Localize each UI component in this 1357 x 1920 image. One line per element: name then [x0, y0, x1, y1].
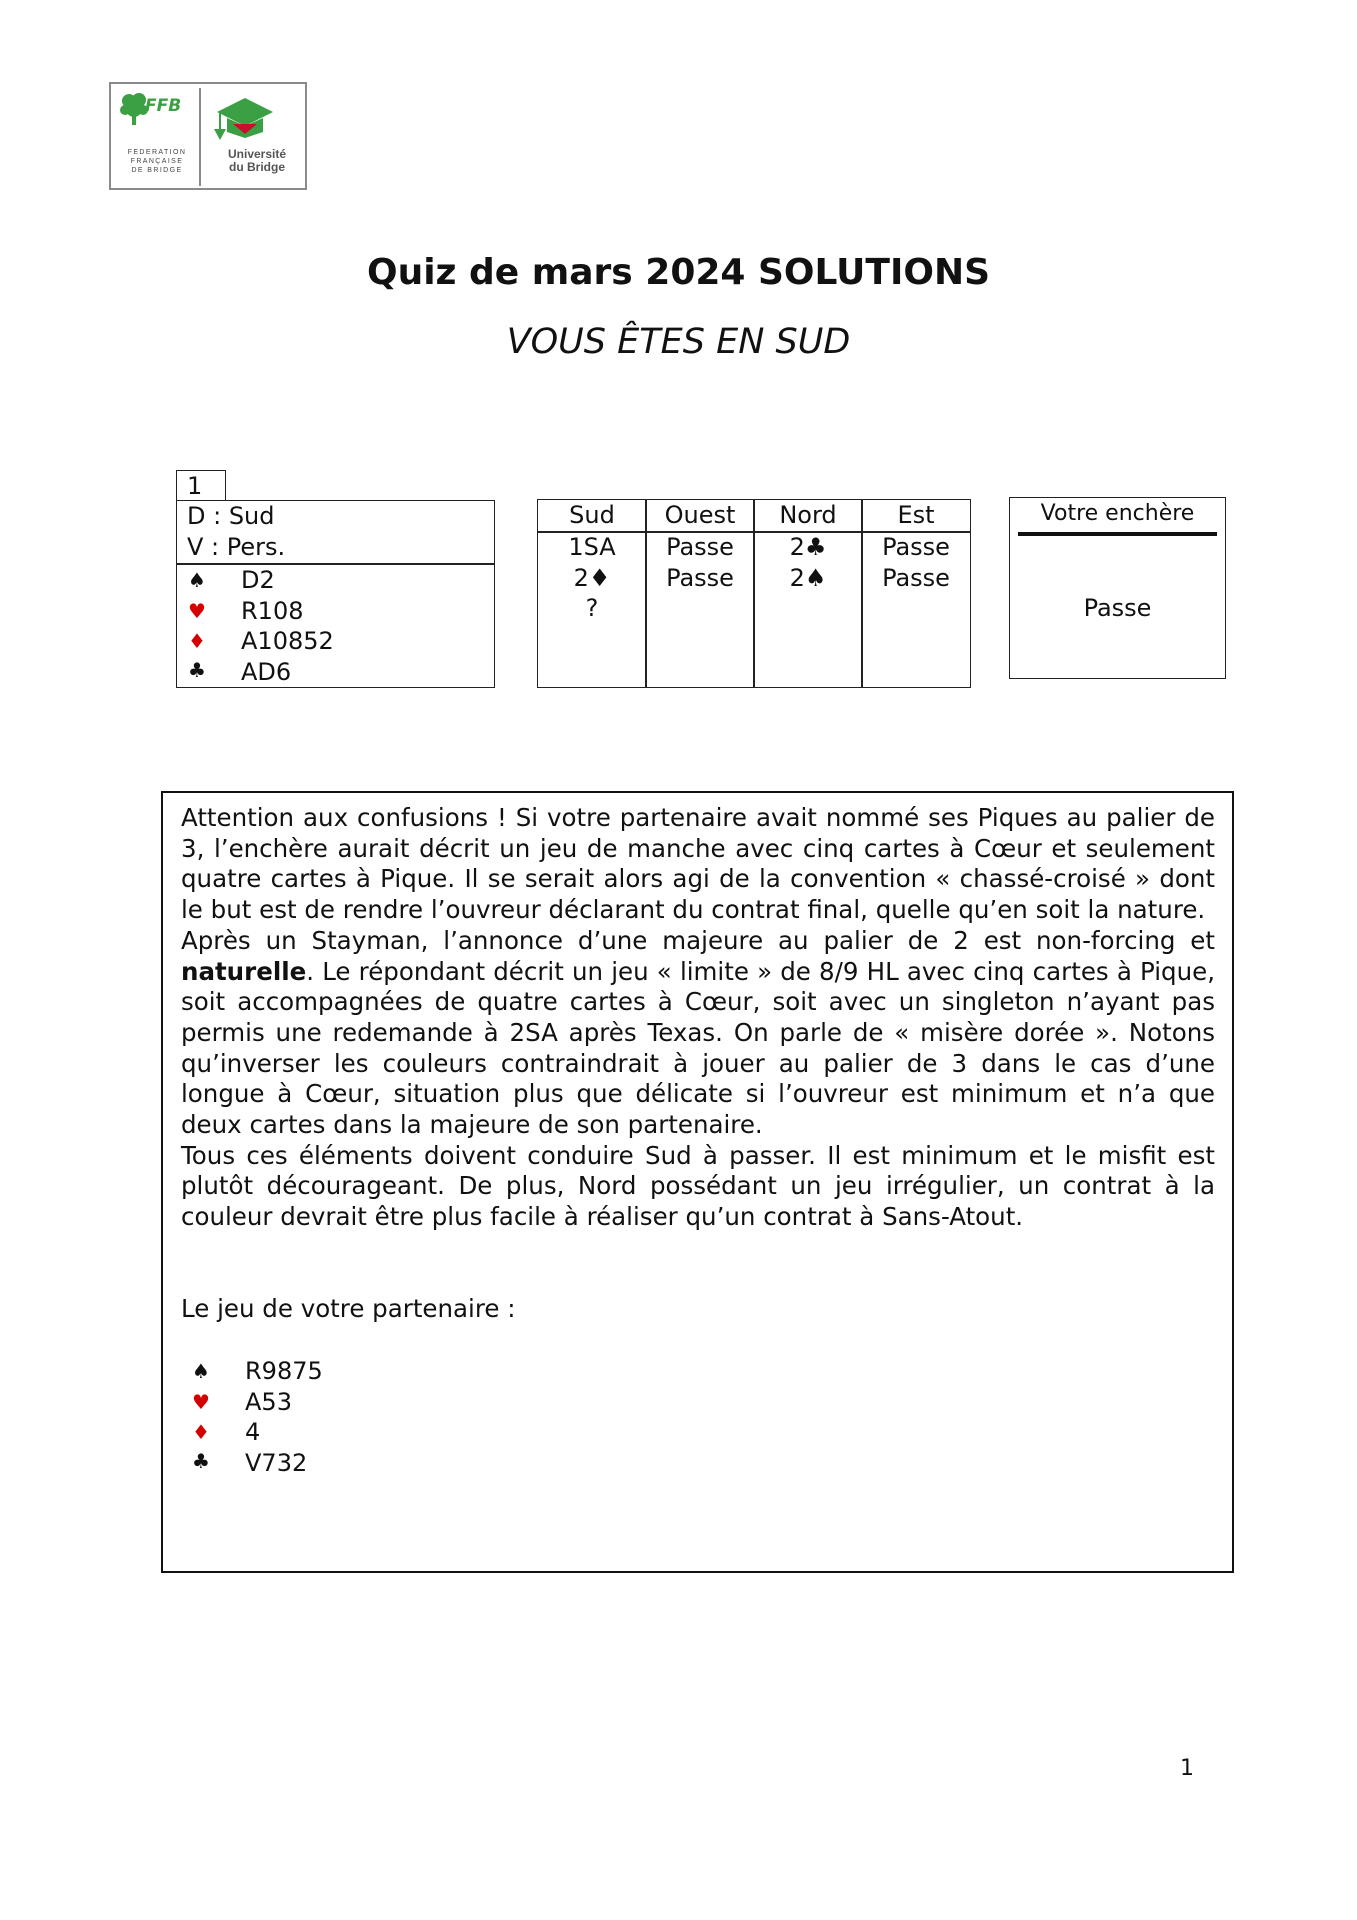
solution-paragraph-2: Après un Stayman, l’annonce d’une majeure au palier de 2 est non-forcing et naturelle. Le répondant décrit un jeu « limite » de 8/9 HL avec cinq cartes à Pique, soit accompagnées de quatre cartes à Cœur, soit avec un singleton n’ayant pas permis une redemande à 2SA après Texas. On parle de « misère dorée ». Notons qu’inverser les couleurs contraindrait à jouer au palier de 3 dans le cas d’une longue à Cœur, situation plus que délicate si l’ouvreur est minimum et n’a que deux cartes dans la majeure de son partenaire.	[181, 925, 1215, 1140]
spade-icon: ♠	[192, 1359, 210, 1383]
solution-paragraph-3: Tous ces éléments doivent conduire Sud à passer. Il est minimum et le misfit est plutôt décourageant. De plus, Nord possédant un jeu irrégulier, un contrat à la couleur devrait être plus facile à réaliser qu’un contrat à Sans-Atout.	[181, 1140, 1215, 1232]
logo-divider	[199, 88, 201, 186]
south-clubs: AD6	[241, 658, 292, 686]
spade-icon: ♠	[188, 568, 206, 592]
federation-text: FEDERATION FRANÇAISE DE BRIDGE	[127, 149, 187, 174]
solution-box	[161, 791, 1234, 1573]
heart-icon: ♥	[192, 1390, 210, 1414]
solution-paragraph-1: Attention aux confusions ! Si votre partenaire avait nommé ses Piques au palier de 3, l’enchère aurait décrit un jeu de manche avec cinq cartes à Cœur et seulement quatre cartes à Pique. Il se serait alors agi de la convention « chassé-croisé » dont le but est de rendre l’ouvreur déclarant du contrat final, quelle qu’en soit la nature.	[181, 803, 1215, 925]
partner-clubs: V732	[245, 1449, 308, 1477]
heart-icon: ♥	[188, 599, 206, 623]
ffb-brand: FFB	[145, 96, 182, 116]
partner-hearts: A53	[245, 1388, 292, 1416]
bid-sud-3: ?	[585, 594, 599, 622]
header-ouest: Ouest	[664, 501, 736, 529]
bid-est-2: Passe	[882, 564, 950, 592]
diamond-icon: ♦	[192, 1420, 210, 1444]
club-icon: ♣	[188, 658, 206, 682]
partner-spades: R9875	[245, 1357, 323, 1385]
bid-est-1: Passe	[882, 533, 950, 561]
club-icon: ♣	[192, 1449, 210, 1473]
south-diamonds: A10852	[241, 627, 334, 655]
your-bid-label: Votre enchère	[1040, 501, 1195, 526]
bid-ouest-1: Passe	[666, 533, 734, 561]
bid-sud-1: 1SA	[568, 533, 616, 561]
dealer: D : Sud	[187, 502, 275, 530]
vulnerability: V : Pers.	[187, 533, 286, 561]
header-sud: Sud	[569, 501, 615, 529]
graduation-cap-icon	[211, 94, 275, 142]
ffb-logo	[109, 82, 307, 190]
auction-table	[537, 499, 971, 688]
page-number: 1	[1180, 1756, 1194, 1781]
your-bid-box	[1009, 497, 1226, 679]
header-nord: Nord	[779, 501, 837, 529]
bid-sud-2: 2♦	[573, 564, 611, 592]
page-title: Quiz de mars 2024 SOLUTIONS	[366, 252, 991, 293]
south-hand-box	[176, 500, 495, 688]
diamond-icon: ♦	[188, 629, 206, 653]
deal-number: 1	[176, 470, 226, 500]
header-est: Est	[897, 501, 935, 529]
bid-nord-1: 2♣	[789, 533, 827, 561]
your-bid-rule	[1018, 532, 1217, 536]
hand-divider	[177, 563, 494, 565]
bid-ouest-2: Passe	[666, 564, 734, 592]
south-hearts: R108	[241, 597, 304, 625]
page-subtitle: VOUS ÊTES EN SUD	[506, 322, 851, 362]
south-spades: D2	[241, 566, 275, 594]
your-bid-answer: Passe	[1083, 594, 1152, 622]
emphasis-naturelle: naturelle	[181, 956, 307, 986]
university-text: Université du Bridge	[227, 147, 287, 174]
partner-diamonds: 4	[245, 1418, 261, 1446]
partner-hand-intro: Le jeu de votre partenaire :	[181, 1294, 516, 1323]
bid-nord-2: 2♠	[789, 564, 827, 592]
solution-text	[181, 803, 1215, 1233]
